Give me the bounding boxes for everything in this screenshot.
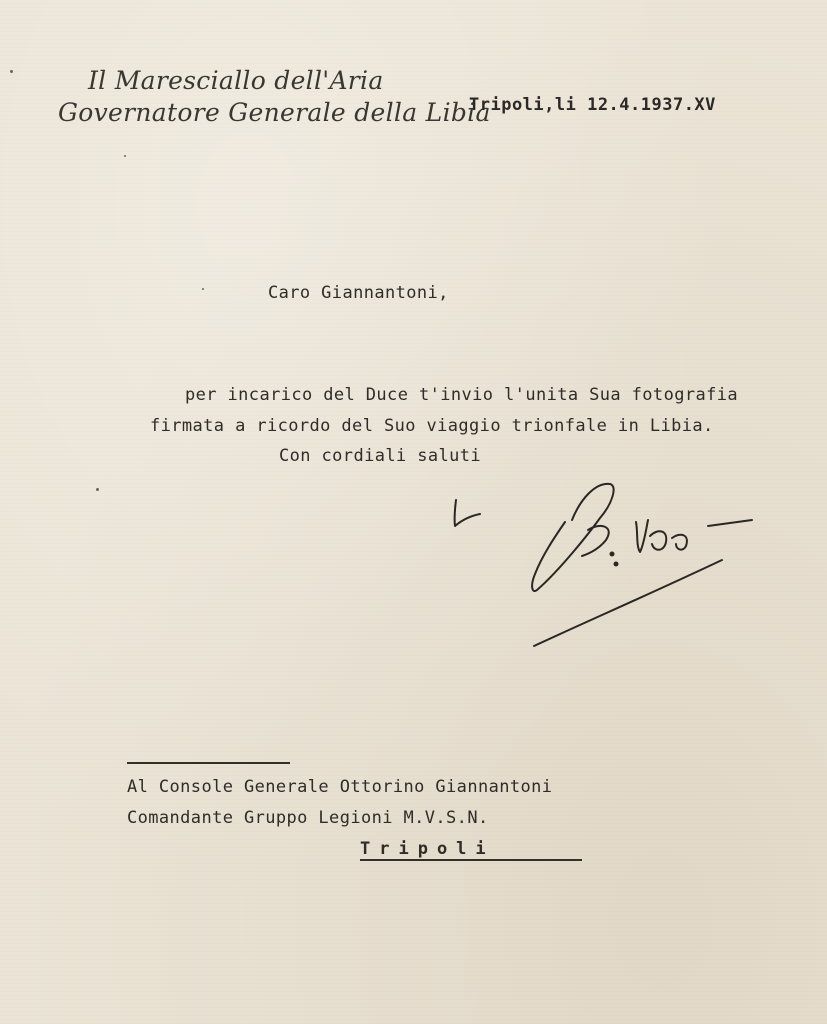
- separator-rule: [127, 762, 290, 764]
- paper-speck: [124, 155, 126, 157]
- body-line-2: firmata a ricordo del Suo viaggio trionfale in Libia.: [150, 416, 714, 436]
- body-line-1: per incarico del Duce t'invio l'unita Sua fotografia: [185, 385, 739, 405]
- letterhead: [58, 68, 491, 125]
- recipient-line-1: Al Console Generale Ottorino Giannantoni: [127, 777, 553, 797]
- salutation: Caro Giannantoni,: [268, 283, 449, 303]
- paper-speck: [96, 488, 99, 491]
- dateline: Tripoli,li 12.4.1937.XV: [469, 95, 716, 115]
- handwritten-signature: [440, 470, 770, 660]
- letterhead-title: Il Maresciallo dell'Aria: [88, 66, 384, 95]
- recipient-city-underline: [360, 859, 582, 861]
- letterhead-subtitle: Governatore Generale della Libia: [58, 98, 491, 127]
- closing-line: Con cordiali saluti: [279, 446, 482, 466]
- recipient-line-2: Comandante Gruppo Legioni M.V.S.N.: [127, 808, 489, 828]
- paper-speck: [10, 70, 13, 73]
- paper-speck: [202, 288, 204, 290]
- recipient-city: Tripoli: [360, 839, 495, 859]
